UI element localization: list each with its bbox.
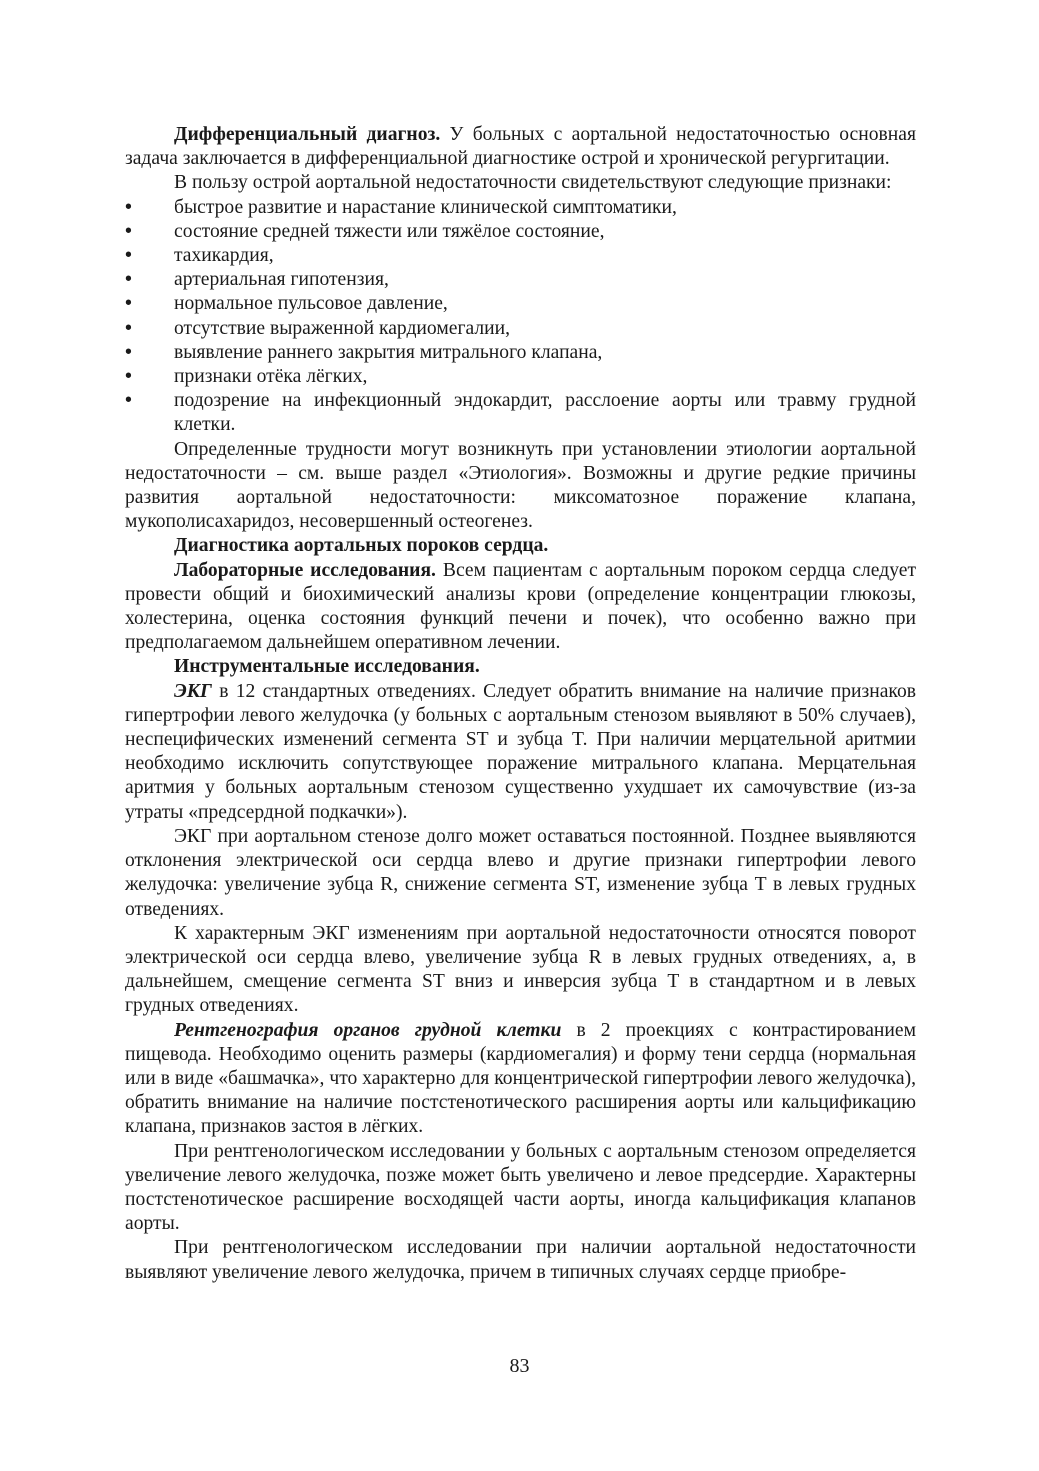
list-item: • быстрое развитие и нарастание клинической симптоматики,	[125, 196, 916, 220]
acute-intro-paragraph: В пользу острой аортальной недостаточности свидетельствуют следующие признаки:	[174, 172, 892, 194]
lab-text: Всем пациентам с аортальным пороком сердца следует провести общий и биохимический анализы крови (определение концентрации глюкозы, холестерина, оценка состояния функций печени и почек), что особенно важно при предполагаемом дальнейшем оперативном лечении.	[125, 559, 917, 654]
diff-diagnosis-heading: Дифференциальный диагноз.	[174, 124, 441, 145]
list-item: • нормальное пульсовое давление,	[125, 292, 916, 316]
acute-signs-list	[125, 196, 916, 438]
list-item: • признаки отёка лёгких,	[125, 365, 916, 389]
list-item: • тахикардия,	[125, 244, 916, 268]
xray-insufficiency-paragraph: При рентгенологическом исследовании при наличии аортальной недостаточности выявляют увеличение левого желудочка, причем в типичных случаях сердце приобре-	[125, 1237, 916, 1283]
xray-heading: Рентгенография органов грудной клетки	[174, 1019, 562, 1041]
list-item: • артериальная гипотензия,	[125, 268, 916, 292]
list-item: • выявление раннего закрытия митрального клапана,	[125, 341, 916, 365]
ecg-stenosis-paragraph: ЭКГ при аортальном стенозе долго может оставаться постоянной. Позднее выявляются отклонения электрической оси сердца влево и другие признаки гипертрофии левого желудочка: увеличение зубца R, снижение сегмента ST, изменение зубца T в левых грудных отведениях.	[125, 825, 916, 920]
diff-diagnosis-text: У больных с аортальной недостаточностью основная задача заключается в дифференциальной диагностике острой и хронической регургитации.	[125, 124, 916, 170]
xray-text: в 2 проекциях с контрастированием пищевода. Необходимо оценить размеры (кардиомегалия) и форму тени сердца (нормальная или в виде «башмачка», что характерно для концентрической гипертрофии левого желудочка), обратить внимание на наличие постстенотического расширения аорты или кальцификацию клапана, признаков застоя в лёгких.	[125, 1019, 916, 1138]
instrumental-heading: Инструментальные исследования.	[174, 656, 480, 678]
section-heading: Диагностика аортальных пороков сердца.	[174, 535, 549, 557]
page-number: 83	[509, 1355, 530, 1377]
page-body	[125, 123, 916, 1285]
lab-heading: Лабораторные исследования.	[174, 559, 436, 581]
ecg-insufficiency-paragraph: К характерным ЭКГ изменениям при аортальной недостаточности относятся поворот электрической оси сердца влево, увеличение зубца R в левых грудных отведениях, а, в дальнейшем, смещение сегмента ST вниз и инверсия зубца T в стандартном и в левых грудных отведениях.	[125, 922, 916, 1017]
ecg-paragraph	[125, 680, 916, 825]
ecg-text: в 12 стандартных отведениях. Следует обратить внимание на наличие признаков гипертрофии левого желудочка (у больных с аортальным стенозом выявляют в 50% случаев), неспецифических изменений сегмента ST и зубца T. При наличии мерцательной аритмии необходимо исключить сопутствующее поражение митрального клапана. Мерцательная аритмия у больных аортальным стенозом существенно ухудшает их самочувствие (из-за утраты «предсердной подкачки»).	[125, 680, 916, 823]
etiology-paragraph: Определенные трудности могут возникнуть при установлении этиологии аортальной недостаточности – см. выше раздел «Этиология». Возможны и другие редкие причины развития аортальной недостаточности: миксоматозное поражение клапана, мукополисахаридоз, несовершенный остеогенез.	[125, 438, 916, 533]
list-item: • подозрение на инфекционный эндокардит, расслоение аорты или травму грудной клетки.	[125, 389, 916, 437]
lab-paragraph	[125, 559, 916, 656]
diff-diagnosis-paragraph	[125, 123, 916, 171]
ecg-heading: ЭКГ	[174, 680, 212, 702]
xray-stenosis-paragraph: При рентгенологическом исследовании у больных с аортальным стенозом определяется увеличение левого желудочка, позже может быть увеличено и левое предсердие. Характерны постстенотическое расширение восходящей части аорты, иногда кальцификация клапанов аорты.	[125, 1140, 916, 1235]
xray-paragraph	[125, 1019, 916, 1140]
list-item: • отсутствие выраженной кардиомегалии,	[125, 317, 916, 341]
list-item: • состояние средней тяжести или тяжёлое состояние,	[125, 220, 916, 244]
